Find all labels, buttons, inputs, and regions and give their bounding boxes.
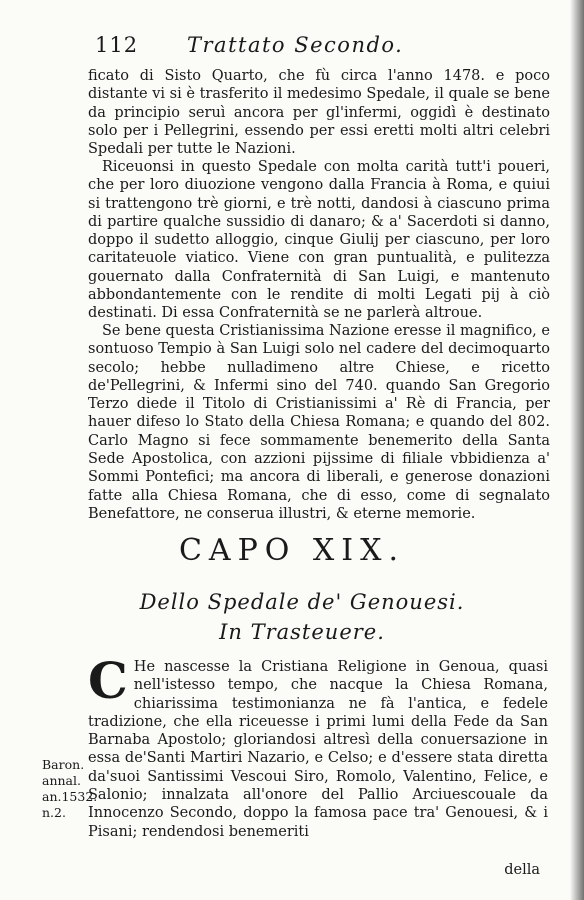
page-header [95, 33, 475, 63]
chapter-subtitle: Dello Spedale de' Genouesi. [139, 590, 465, 614]
paragraph-text: He nascesse la Cristiana Religione in Genoua, quasi nell'istesso tempo, che nacque la Chiesa Romana, chiarissima testimonianza ne fà l'antica, e fedele tradizione, che ella riceuesse i primi lumi della Fede da San Barnaba Apostolo; gloriandosi altresì della conuersazione in essa de'Santi Martiri Nazario, e Celso; e d'essere stata diretta da'suoi Santissimi Vescoui Siro, Romolo, Valentino, Felice, e Salonio; innalzata all'onore del Pallio Arciuescouale da Innocenzo Secondo, doppo la famosa pace tra' Genouesi, & i Pisani; rendendosi benemeriti [88, 659, 548, 840]
page-edge-shadow [570, 0, 584, 900]
margin-note-line: an.1532. [42, 789, 98, 804]
chapter-subtitle-location: In Trasteuere. [219, 620, 385, 644]
margin-note-line: n.2. [42, 805, 66, 820]
chapter-title: CAPO XIX. [178, 533, 406, 568]
margin-note-line: annal. [42, 773, 81, 788]
paragraph-text: Se bene questa Cristianissima Nazione eresse il magnifico, e sontuoso Tempio à San Luigi solo nel cadere del decimoquarto secolo; hebbe nulladimeno altre Chiese, e ricetto de'Pellegrini, & Infermi sino del 740. quando San Gregorio Terzo diede il Titolo di Cristianissimi a' Rè di Francia, per hauer difeso lo Stato della Chiesa Romana; e quando del 802. Carlo Magno si fece sommamente benemerito della Santa Sede Apostolica, con azzioni pijssime di filiale vbbidienza a' Sommi Pontefici; ma ancora di liberali, e generose donazioni fatte alla Chiesa Romana, che di esso, come di segnalato Benefattore, ne conserua illustri, & eterne memorie. [88, 323, 550, 522]
paragraph-pilgrims [88, 158, 550, 323]
paragraph-genoese [88, 651, 548, 841]
margin-note [42, 757, 98, 821]
catchword: della [504, 862, 540, 878]
paragraph-text: ficato di Sisto Quarto, che fù circa l'anno 1478. e poco distante vi si è trasferito il medesimo Spedale, il quale se bene da principio seruì ancora per gl'infermi, oggidì è destinato solo per i Pellegrini, essendo per essi eretti molti altri celebri Spedali per tutte le Nazioni. [88, 68, 550, 158]
drop-cap: C [88, 651, 128, 710]
paragraph-text: Riceuonsi in questo Spedale con molta carità tutt'i poueri, che per loro diuozione vengono dalla Francia à Roma, e quiui si trattengono trè giorni, e trè notti, dandosi à ciascuno prima di partire qualche sussidio di danaro; & a' Sacerdoti si danno, doppo il sudetto alloggio, cinque Giulij per ciascuno, per loro caritateuole viatico. Viene con gran puntualità, e pulitezza gouernato dalla Confraternità di San Luigi, e mantenuto abbondantemente con le rendite di molti Legati pij à ciò destinati. Di essa Confraternità se ne parlerà altroue. [88, 159, 550, 322]
margin-note-line: Baron. [42, 757, 85, 772]
paragraph-french-nation [88, 322, 550, 523]
paragraph-continuation [88, 67, 550, 158]
page-number: 112 [95, 33, 139, 57]
running-head: Trattato Secondo. [187, 33, 404, 57]
